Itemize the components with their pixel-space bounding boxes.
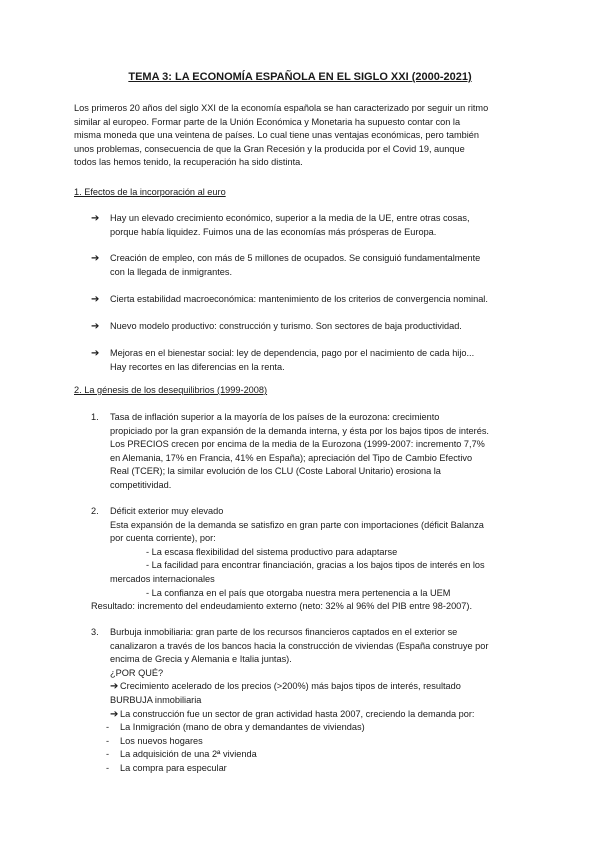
item-line: Esta expansión de la demanda se satisfizo en gran parte con importaciones (déficit Balanza [110,519,484,530]
item-number: 1. [91,412,99,422]
dash-line: - La escasa flexibilidad del sistema productivo para adaptarse [146,546,398,557]
list-item-text: La adquisición de una 2ª vivienda [120,749,257,760]
list-item-text: Nuevo modelo productivo: construcción y turismo. Son sectores de baja productividad. [110,321,462,331]
arrow-line-text: La construcción fue un sector de gran actividad hasta 2007, creciendo la demanda por: [120,708,475,719]
item-line: en Alemania, 17% en Francia, 41% en España); apreciación del Tipo de Cambio Efectivo [110,452,473,463]
item-line: canalizaron a través de los bancos hacia la construcción de viviendas (España construye por [110,640,489,651]
list-item-text: Creación de empleo, con más de 5 millones de ocupados. Se consiguió fundamentalmente [110,253,481,263]
list-item-text: Hay recortes en las diferencias en la renta. [110,361,285,372]
item-number: 3. [91,627,99,637]
arrow-line [110,680,550,694]
arrow-icon: ➔ [110,681,119,693]
intro-paragraph [74,102,544,170]
dash-line: - La facilidad para encontrar financiación, gracias a los bajos tipos de interés en los [146,560,485,571]
intro-line: similar al europeo. Formar parte de la Unión Económica y Monetaria ha supuesto contar con la [74,116,461,127]
arrow-icon: ➔ [110,708,119,720]
arrow-line [110,708,550,722]
arrow-icon: ➔ [91,294,100,305]
intro-line: Los primeros 20 años del siglo XXI de la economía española se han caracterizado por seguir un ritmo [74,103,489,113]
arrow-icon: ➔ [91,348,100,359]
item-line: propiciado por la gran expansión de la demanda interna, y ésta por los bajos tipos de interés. [110,425,489,436]
arrow-icon: ➔ [91,253,100,264]
item-line: por cuenta corriente), por: [110,533,216,544]
intro-line: todos las hemos tenido, la recuperación ha sido distinta. [74,157,303,168]
item-line: encima de Grecia y Alemania e Italia juntas). [110,654,292,665]
page-title: TEMA 3: LA ECONOMÍA ESPAÑOLA EN EL SIGLO XXI (2000-2021) [128,71,472,83]
dash-line: mercados internacionales [110,573,215,584]
list-item-text: Cierta estabilidad macroeconómica: mantenimiento de los criterios de convergencia nominal. [110,294,488,304]
result-line: Resultado: incremento del endeudamiento externo (neto: 32% al 96% del PIB entre 98-2007). [91,601,473,612]
list-item-text: Mejoras en el bienestar social: ley de dependencia, pago por el nacimiento de cada hijo... [110,348,475,358]
item-line: ¿POR QUÉ? [110,667,164,678]
arrow-line-text: BURBUJA inmobiliaria [110,694,202,705]
list-item-text: La compra para especular [120,762,227,773]
item-line: Los PRECIOS crecen por encima de la media de la Eurozona (1999-2007: incremento 7,7% [110,439,485,450]
list-item-text: porque había liquidez. Fuimos una de las economías más prósperas de Europa. [110,226,437,237]
item-line: competitividad. [110,479,172,490]
arrow-line-text: Crecimiento acelerado de los precios (>200%) más bajos tipos de interés, resultado [120,681,461,692]
list-item-text: Hay un elevado crecimiento económico, superior a la media de la UE, entre otras cosas, [110,213,470,223]
arrow-icon: ➔ [91,213,100,224]
item-line: Real (TCER); la similar evolución de los CLU (Coste Laboral Unitario) erosiona la [110,466,441,477]
item-line: Burbuja inmobiliaria: gran parte de los recursos financieros captados en el exterior se [110,627,458,637]
list-item-text: Los nuevos hogares [120,735,203,746]
arrow-icon: ➔ [91,321,100,332]
dash-line: - La confianza en el país que otorgaba nuestra mera pertenencia a la UEM [146,587,451,598]
item-number: 2. [91,506,99,516]
section-2-heading: 2. La génesis de los desequilibrios (1999-2008) [74,385,268,395]
intro-line: unos problemas, consecuencia de que la Gran Recesión y la producida por el Covid 19, aunque [74,143,465,154]
item-heading: Déficit exterior muy elevado [110,506,224,516]
list-item-text: La Inmigración (mano de obra y demandantes de viviendas) [120,722,365,732]
section-1-heading: 1. Efectos de la incorporación al euro [74,187,226,197]
intro-line: misma moneda que una veintena de países. Lo cual tiene unas ventajas económicas, pero también [74,130,480,141]
item-line: Tasa de inflación superior a la mayoría de los países de la eurozona: crecimiento [110,412,440,422]
list-item-text: con la llegada de inmigrantes. [110,266,233,277]
